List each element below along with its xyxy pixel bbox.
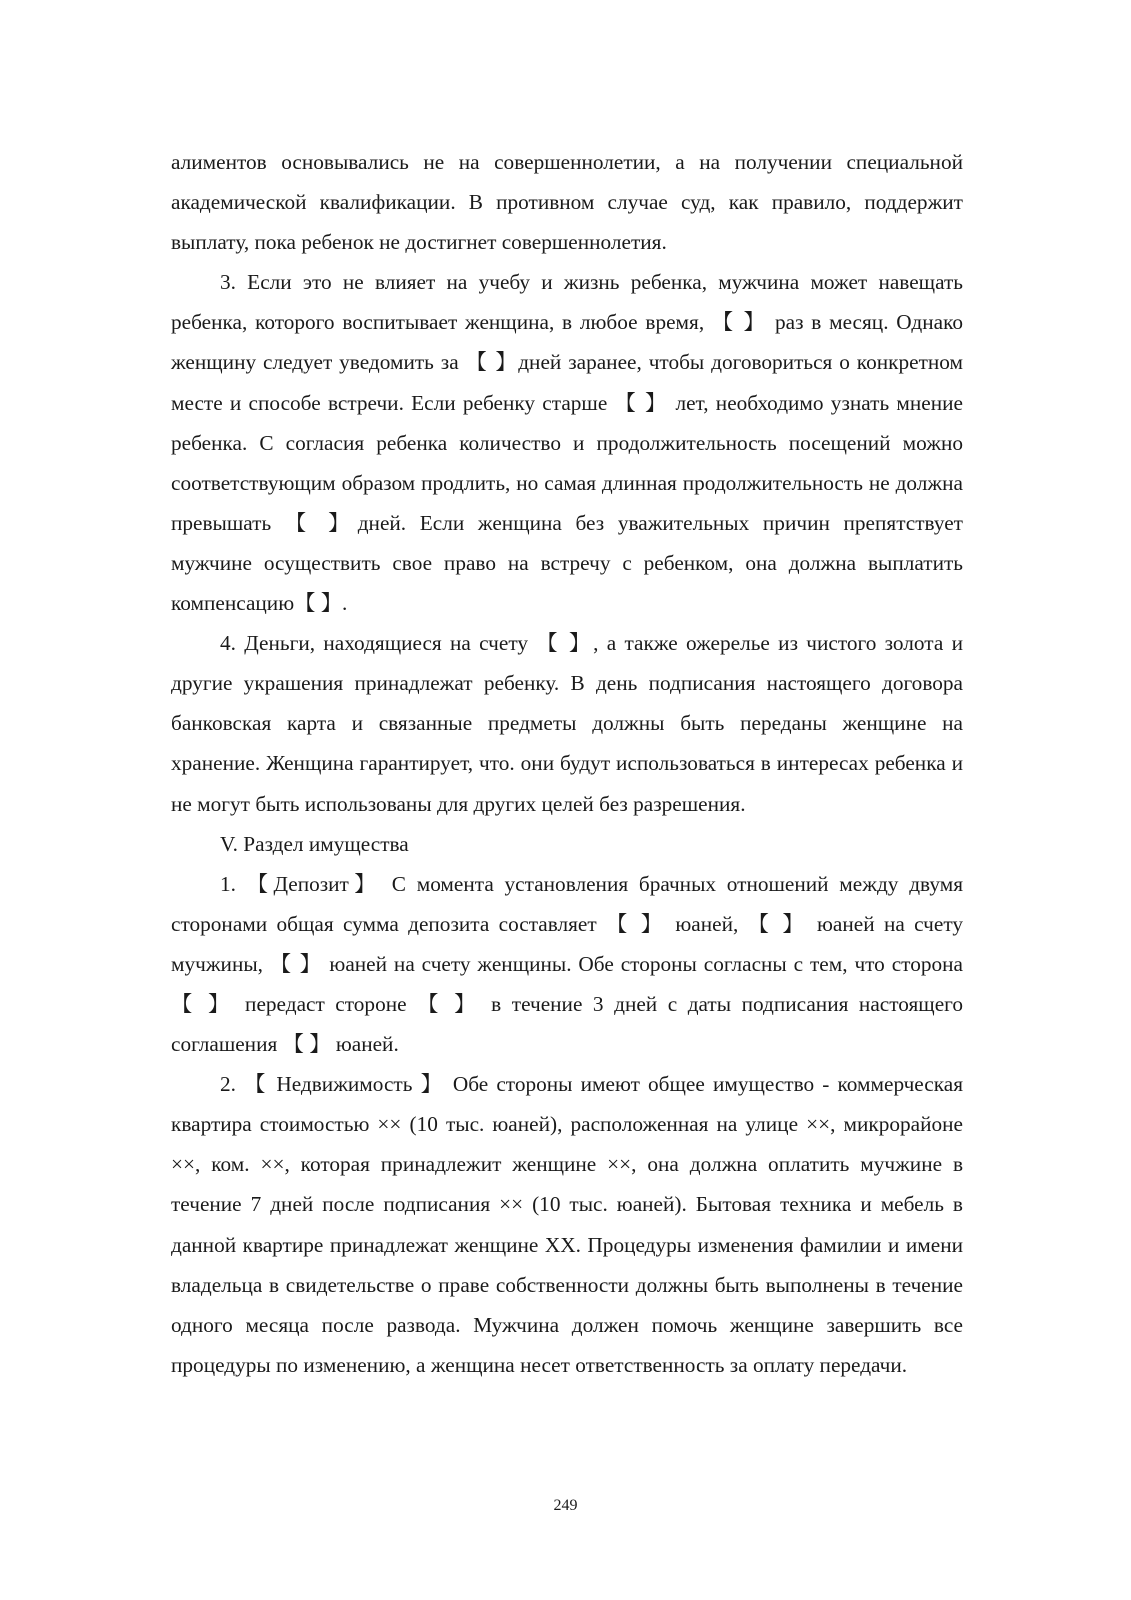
paragraph-deposit: 1. 【Депозит】 С момента установления брачных отношений между двумя сторонами общая сумма депозита составляет 【 】 юаней, 【 】 юаней на счету мучжины, 【 】 юаней на счету женщины. Обе стороны согласны с тем, что сторона 【 】 передаст стороне 【 】 в течение 3 дней с даты подписания настоящего соглашения 【 】 юаней. — [171, 871, 963, 1057]
paragraph-continuation: алиментов основывались не на совершеннолетии, а на получении специальной академической квалификации. В противном случае суд, как правило, поддержит выплату, пока ребенок не достигнет совершеннолетия. — [171, 150, 963, 255]
body-text — [171, 142, 963, 1385]
paragraph-child-property: 4. Деньги, находящиеся на счету 【 】, а также ожерелье из чистого золота и другие украшения принадлежат ребенку. В день подписания настоящего договора банковская карта и связанные предметы должны быть переданы женщине на хранение. Женщина гарантирует, что. они будут использоваться в интересах ребенка и не могут быть использованы для других целей без разрешения. — [171, 631, 963, 816]
section-heading-property-division: V. Раздел имущества — [220, 831, 409, 856]
paragraph-real-estate: 2. 【 Недвижимость 】 Обе стороны имеют общее имущество - коммерческая квартира стоимостью ×× (10 тыс. юаней), расположенная на улице ××, микрорайоне ××, ком. ××, которая принадлежит женщине ××, она должна оплатить мучжине в течение 7 дней после подписания ×× (10 тыс. юаней). Бытовая техника и мебель в данной квартире принадлежат женщине XX. Процедуры изменения фамилии и имени владельца в свидетельстве о праве собственности должны быть выполнены в течение одного месяца после развода. Мужчина должен помочь женщине завершить все процедуры по изменению, а женщина несет ответственность за оплату передачи. — [171, 1072, 963, 1377]
page-number: 249 — [553, 1497, 578, 1514]
paragraph-visitation: 3. Если это не влияет на учебу и жизнь ребенка, мужчина может навещать ребенка, которого воспитывает женщина, в любое время, 【 】 раз в месяц. Однако женщину следует уведомить за 【 】дней заранее, чтобы договориться о конкретном месте и способе встречи. Если ребенку старше 【 】 лет, необходимо узнать мнение ребенка. С согласия ребенка количество и продолжительность посещений можно соответствующим образом продлить, но самая длинная продолжительность не должна превышать 【 】дней. Если женщина без уважительных причин препятствует мужчине осуществить свое право на встречу с ребенком, она должна выплатить компенсацию【 】. — [171, 270, 963, 616]
